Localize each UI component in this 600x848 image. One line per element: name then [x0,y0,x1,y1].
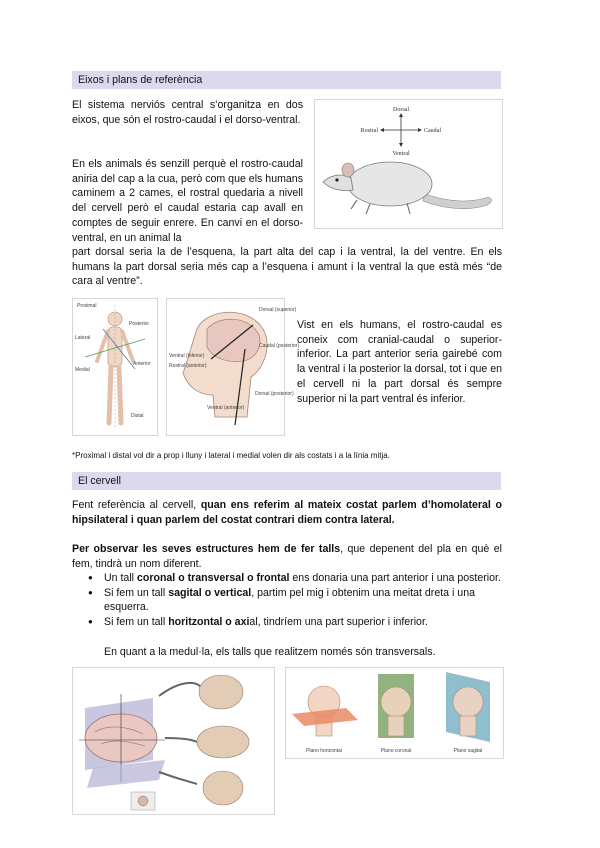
planes-illustration [286,668,503,758]
horizontal-plane [292,708,358,726]
rat-illustration [315,100,502,228]
cuts-paragraph [72,542,502,571]
head-label-caudal-posterior: Caudal (posterior) [259,343,300,349]
coronal-section [199,675,243,709]
list-item-coronal [88,571,506,586]
arrow-to-coronal [159,683,201,696]
rat-tail [423,194,491,209]
brain-reference-bold: quan ens referim al mateix costat parlem d’homolateral o hipsilateral i quan parlem del costat contrari diem contra lateral. [72,499,502,526]
sagital-post: , partim pel mig i obtenim una meitat dreta i una esquerra. [104,586,475,614]
head-axes-figure [166,298,300,436]
rat-eye [335,178,338,181]
rat-axes-figure [314,99,503,229]
cuts-paragraph-text: , que depenent del pla en què el fem, tindrà un nom diferent. [72,543,503,570]
head-label-dorsal-posterior: Dorsal (posterior) [255,391,294,397]
coronal-pre: Un tall [104,572,137,584]
section-title-brain: El cervell [78,475,121,487]
cuts-paragraph-bold: Per observar les seves estructures hem de fer talls [72,543,341,555]
body-label-anterior: Anterior [133,361,151,367]
sagital-bold: sagital o vertical [168,586,252,599]
section-header-axes [72,71,501,89]
sagital-pre: Si fem un tall [104,586,169,599]
plane-coronal-label: Plano coronal [380,748,412,754]
coronal-post: ens donaria una part anterior i una posterior. [289,572,501,584]
arrow-to-horizontal [159,772,197,784]
horizontal-bold: horitzontal o axi [168,616,250,629]
list-item-horizontal [88,615,506,630]
medulla-note: En quant a la medul·la, els talls que realitzem només són transversals. [104,646,436,658]
head-label-ventral-inferior: Ventral (inferior) [169,353,205,359]
arrow-to-sagital [165,738,197,742]
section-title-axes: Eixos i plans de referència [78,74,203,86]
section-header-brain [72,472,501,490]
body-label-distal: Distal [131,413,144,419]
cut-types-list [88,571,506,630]
brain-reference-text: Fent referència al cervell, [72,499,201,511]
footnote: *Proximal i distal vol dir a prop i lluny i lateral i medial volen dir als costats i a la línia mitja. [72,451,390,460]
coronal-bold: coronal o transversal o frontal [136,572,290,584]
caudal-label: Caudal [424,128,441,134]
rat-body [348,162,432,206]
animals-paragraph-continued: part dorsal seria la de l’esquena, la part alta del cap i la ventral, la del ventre. En els humans la part dorsal seria més cap a l’esquena i amunt i la ventral la que està més “de cara al ventre”. [72,246,502,288]
horizontal-section [203,771,243,805]
head-label-rostral-anterior: Rostral (anterior) [169,363,207,369]
body-label-lateral: Lateral [75,335,91,341]
brain-cuts-illustration [73,668,274,814]
plane-sagital-label: Plano sagital [453,748,483,754]
rat-ear [342,163,354,177]
rostral-label: Rostral [360,128,378,134]
sagital-section [197,726,249,758]
brain-reference-paragraph [72,498,502,527]
list-item-sagital [88,586,506,615]
head-label-dorsal-superior: Dorsal (superior) [259,307,297,313]
brain-cuts-figure [72,667,275,815]
human-body-axes-figure [72,298,158,436]
body-label-posterior: Posterior [129,321,150,327]
animals-paragraph: En els animals és senzill perquè el rostro-caudal aniria del cap a la cua, però com que els humans caminem a 2 cames, el rostral quedaria a nivell del cervell però el caudal estaria cap avall en comptes de seguir enrere. En canvi en el dorso-ventral, en un animal la [72,158,303,244]
horizontal-post: al, tindríem una part superior i inferior. [249,616,428,629]
dorsal-label: Dorsal [393,107,409,113]
humans-paragraph: Vist en els humans, el rostro-caudal es coneix com cranial-caudal o superior-inferior. La part anterior seria gairebé com la ventral i la posterior la dorsal, tot i que en el cervell ni la part dorsal és sempre superior ni la part ventral és inferior. [297,319,502,405]
human-body-illustration [73,299,157,435]
plane-horizontal-label: Plano horizontal [306,748,342,754]
intro-paragraph: El sistema nerviós central s’organitza en dos eixos, que són el rostro-caudal i el dorso-ventral. [72,99,303,126]
ventral-label: Ventral [392,151,410,157]
horizontal-pre: Si fem un tall [104,616,169,629]
body-label-proximal: Proximal [77,303,97,309]
planes-figure [285,667,504,759]
head-illustration [167,299,300,435]
body-label-medial: Medial [75,367,90,373]
rat-head [323,175,353,190]
head-label-ventral-anterior: Ventral (anterior) [207,405,245,411]
